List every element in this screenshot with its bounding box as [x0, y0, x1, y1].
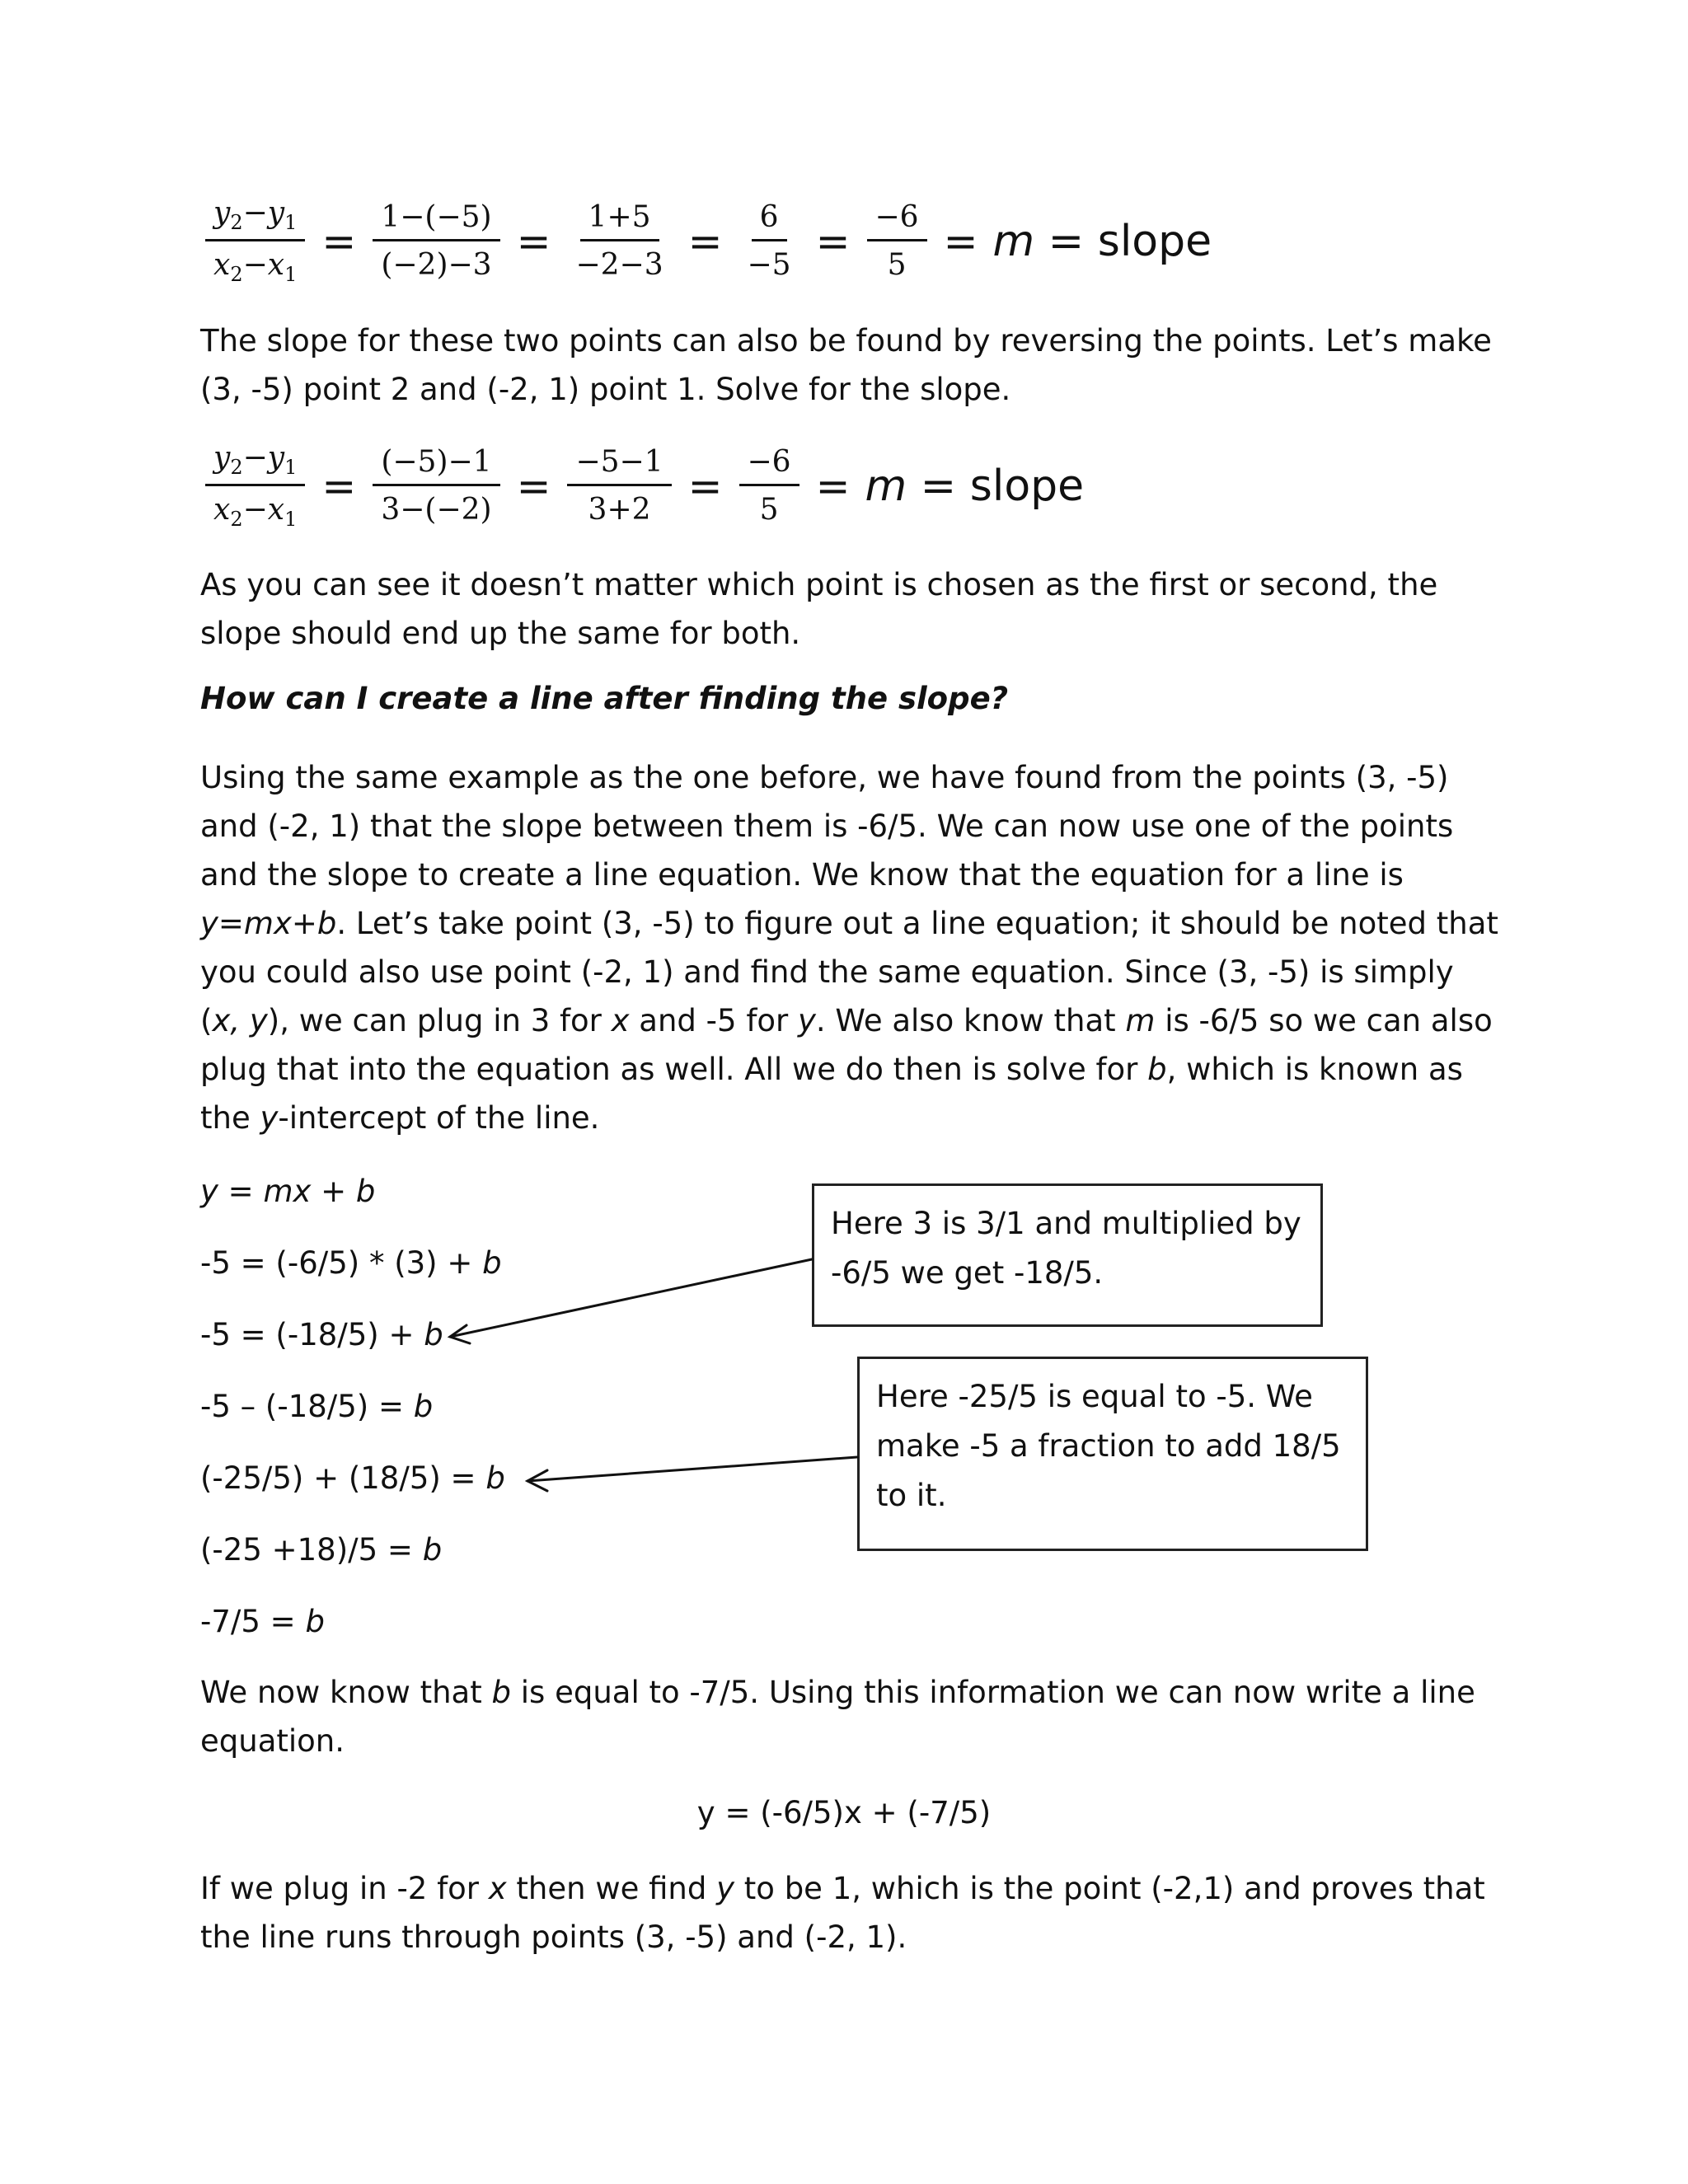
- work-line: -5 – (-18/5) = b: [200, 1389, 434, 1424]
- equals-sign: =: [815, 217, 851, 265]
- arrow-head-icon: [450, 1325, 470, 1343]
- equals-sign: =: [687, 462, 723, 510]
- arrow-to-line-5: [528, 1457, 857, 1481]
- note-box-fraction: Here -25/5 is equal to -5. We make -5 a fraction to add 18/5 to it.: [857, 1357, 1368, 1551]
- slope-formula-fraction: $\frac{y_2-y_1}{x_2-x_1}$: [205, 441, 305, 531]
- equals-sign: =: [516, 462, 551, 510]
- equals-sign: =: [815, 462, 851, 510]
- final-line-equation: y = (-6/5)x + (-7/5): [696, 1795, 992, 1830]
- fraction-step: $\frac{(-5)-1}{3-(-2)}$: [373, 445, 499, 527]
- slope-equation-1: [200, 196, 1212, 286]
- slope-equation-2: [200, 441, 1084, 531]
- fraction-step: $\frac{-6}{5}$: [867, 200, 927, 282]
- equals-sign: =: [943, 217, 978, 265]
- fraction-step: $\frac{-5-1}{3+2}$: [567, 445, 671, 527]
- note-box-multiply: Here 3 is 3/1 and multiplied by -6/5 we get -18/5.: [812, 1183, 1323, 1327]
- equals-sign: =: [687, 217, 723, 265]
- section-heading: How can I create a line after finding the slope?: [200, 681, 1009, 716]
- paragraph-line-equation: Using the same example as the one before, we have found from the points (3, -5) and (-2, 1) that the slope between them is -6/5. We can now use one of the points and the slope to create a line equation. We know that the equation for a line is y=mx+b. Let’s take point (3, -5) to figure out a line equation; it should be noted that you could also use point (-2, 1) and find the same equation. Since (3, -5) is simply (x, y), we can plug in 3 for x and -5 for y. We also know that m is -6/5 so we can also plug that into the equation as well. All we do then is solve for b, which is known as the y-intercept of the line.: [200, 760, 1498, 1136]
- equals-sign: =: [516, 217, 551, 265]
- slope-result: m = slope: [865, 461, 1085, 511]
- paragraph-reverse-points: The slope for these two points can also be found by reversing the points. Let’s make (3, -5) point 2 and (-2, 1) point 1. Solve for the slope.: [200, 323, 1492, 407]
- work-line: (-25 +18)/5 = b: [200, 1532, 443, 1568]
- fraction-step: $\frac{1-(-5)}{(-2)-3}$: [373, 200, 499, 282]
- paragraph-b-value: We now know that b is equal to -7/5. Using this information we can now write a line equation.: [200, 1675, 1475, 1759]
- slope-formula-fraction: $\frac{y_2-y_1}{x_2-x_1}$: [205, 196, 305, 286]
- paragraph-order-does-not-matter: As you can see it doesn’t matter which point is chosen as the first or second, the slope should end up the same for both.: [200, 567, 1438, 651]
- equals-sign: =: [321, 462, 357, 510]
- arrow-to-line-3: [450, 1259, 812, 1337]
- work-line: -7/5 = b: [200, 1604, 325, 1639]
- work-line: -5 = (-18/5) + b: [200, 1317, 443, 1352]
- paragraph-verification: If we plug in -2 for x then we find y to be 1, which is the point (-2,1) and proves that the line runs through points (3, -5) and (-2, 1).: [200, 1871, 1485, 1955]
- equals-sign: =: [321, 217, 357, 265]
- fraction-step: $\frac{-6}{5}$: [739, 445, 799, 527]
- slope-result: m = slope: [992, 216, 1212, 266]
- work-line: y = mx + b: [200, 1174, 376, 1209]
- fraction-step: $\frac{1+5}{-2-3}$: [575, 200, 663, 283]
- work-line: -5 = (-6/5) * (3) + b: [200, 1245, 502, 1281]
- fraction-step: $\frac{6}{-5}$: [747, 200, 791, 283]
- arrow-head-icon: [528, 1470, 547, 1491]
- work-line: (-25/5) + (18/5) = b: [200, 1460, 505, 1496]
